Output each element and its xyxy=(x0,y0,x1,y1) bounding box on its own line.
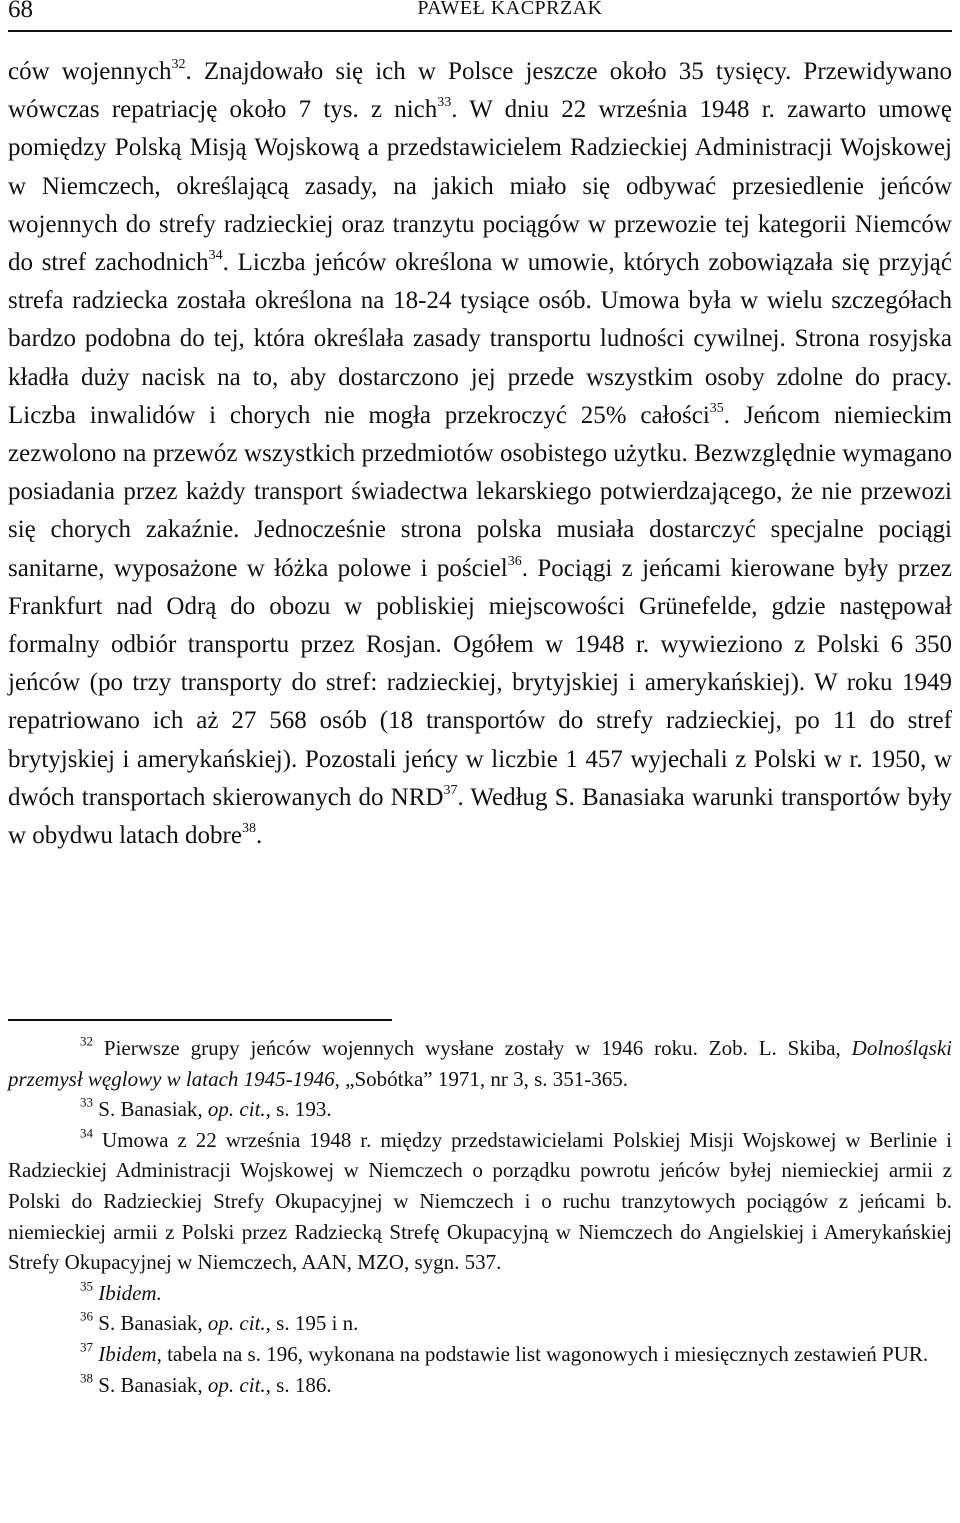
main-text xyxy=(8,53,952,855)
text-segment: ców wojennych xyxy=(8,58,172,85)
footnote-text: , s. 193. xyxy=(265,1097,332,1122)
footnote-italic: op. cit. xyxy=(207,1097,266,1122)
footnote-text: , tabela na s. 196, wykonana na podstawie list wagonowych i miesięcznych zestawień PUR. xyxy=(156,1341,929,1366)
text-segment: . Liczba jeńców określona w umowie, których zobowiązała się przyjąć strefa radziecka została określona na 18-24 tysiące osób. Umowa była w wielu szczegółach bardzo podobna do tej, która określała zasady transportu ludności cywilnej. Strona rosyjska kładła duży nacisk na to, aby dostarczono jej przede wszystkim osoby zdolne do pracy. Liczba inwalidów i chorych nie mogła przekroczyć 25% całości xyxy=(8,249,952,429)
footnote-ref-32[interactable]: 32 xyxy=(171,56,186,72)
footnote-number: 34 xyxy=(80,1125,94,1141)
footnote-ref-33[interactable]: 33 xyxy=(437,95,452,111)
footnote-italic: op. cit. xyxy=(207,1311,266,1336)
footnote-number: 37 xyxy=(80,1339,94,1355)
footnote-italic: Dolnośląski przemysł węglowy w latach 1945-1946 xyxy=(8,1036,952,1091)
page-number: 68 xyxy=(8,0,33,23)
footnote-text: , „Sobótka” 1971, nr 3, s. 351-365. xyxy=(334,1066,629,1091)
footnote-number: 38 xyxy=(80,1369,94,1385)
text-segment: . W dniu 22 września 1948 r. zawarto umowę pomiędzy Polską Misją Wojskową a przedstawicielem Radzieckiej Administracji Wojskowej w Niemczech, określającą zasady, na jakich miało się odbywać przesiedlenie jeńców wojennych do strefy radzieckiej oraz tranzytu pociągów w przewozie tej kategorii Niemców do stref zachodnich xyxy=(8,96,953,277)
footnote-text: , s. 195 i n. xyxy=(265,1311,359,1336)
footnote-italic: op. cit. xyxy=(207,1372,266,1397)
footnote-text: , s. 186. xyxy=(265,1372,332,1397)
footnote-divider xyxy=(8,1019,392,1021)
footnote-35 xyxy=(8,1278,952,1309)
body-paragraph xyxy=(8,53,952,855)
footnote-37 xyxy=(8,1339,952,1370)
footnote-text: Pierwsze grupy jeńców wojennych wysłane zostały w 1946 roku. Zob. L. Skiba, xyxy=(93,1036,852,1060)
footnote-text: S. Banasiak, xyxy=(93,1311,208,1336)
footnote-34 xyxy=(8,1125,952,1278)
footnote-italic: Ibidem. xyxy=(98,1280,162,1305)
footnote-ref-36[interactable]: 36 xyxy=(507,553,522,569)
footnote-number: 35 xyxy=(80,1278,94,1293)
text-segment: . xyxy=(255,822,263,850)
footnote-text: S. Banasiak, xyxy=(93,1097,208,1122)
footnote-32 xyxy=(8,1033,952,1094)
footnote-38 xyxy=(8,1370,952,1401)
text-segment: . Pociągi z jeńcami kierowane były przez Frankfurt nad Odrą do obozu w pobliskiej miejscowości Grünefelde, gdzie następował formalny odbiór transportu przez Rosjan. Ogółem w 1948 r. wywieziono z Polski 6 350 jeńców (po trzy transporty do stref: radzieckiej, brytyjskiej i amerykańskiej). W roku 1949 repatriowano ich aż 27 568 osób (18 transportów do strefy radzieckiej, po 11 do stref brytyjskiej i amerykańskiej). Pozostali jeńcy w liczbie 1 457 wyjechali z Polski w r. 1950, w dwóch transportach skierowanych do NRD xyxy=(8,554,952,811)
footnote-36 xyxy=(8,1308,952,1339)
footnote-ref-37[interactable]: 37 xyxy=(443,782,458,798)
running-head: PAWEŁ KACPRZAK xyxy=(417,0,603,19)
footnote-ref-35[interactable]: 35 xyxy=(709,400,724,416)
footnote-ref-38[interactable]: 38 xyxy=(241,820,256,836)
text-segment: . Jeńcom niemieckim zezwolono na przewóz wszystkich przedmiotów osobistego użytku. Bezwzględnie wymagano posiadania przez każdy transport świadectwa lekarskiego potwierdzającego, że nie przewozi się chorych zakaźnie. Jednocześnie strona polska musiała dostarczyć specjalne pociągi sanitarne, wyposażone w łóżka polowe i pościel xyxy=(8,401,953,582)
footnote-number: 36 xyxy=(80,1308,94,1324)
footnote-number: 33 xyxy=(80,1094,94,1110)
footnote-ref-34[interactable]: 34 xyxy=(208,247,223,263)
text-segment: . Według S. Banasiaka warunki transportów były w obydwu latach dobre xyxy=(8,783,952,850)
page-header xyxy=(8,0,952,32)
text-segment: . Znajdowało się ich w Polsce jeszcze około 35 tysięcy. Przewidywano wówczas repatriację około 7 tys. z nich xyxy=(8,58,953,124)
footnote-italic: Ibidem xyxy=(98,1341,157,1366)
footnote-number: 32 xyxy=(80,1033,94,1049)
footnote-33 xyxy=(8,1094,952,1125)
footnotes xyxy=(8,1033,952,1400)
footnote-text: S. Banasiak, xyxy=(93,1372,208,1397)
footnote-text: Umowa z 22 września 1948 r. między przedstawicielami Polskiej Misji Wojskowej w Berlinie i Radzieckiej Administracji Wojskowej w Niemczech o porządku powrotu jeńców byłej niemieckiej armii z Polski do Radzieckiej Strefy Okupacyjnej w Niemczech i o ruchu tranzytowych pociągów z jeńcami b. niemieckiej armii z Polski przez Radziecką Strefę Okupacyjną w Niemczech do Angielskiej i Amerykańskiej Strefy Okupacyjnej w Niemczech, AAN, MZO, sygn. 537. xyxy=(8,1127,952,1275)
